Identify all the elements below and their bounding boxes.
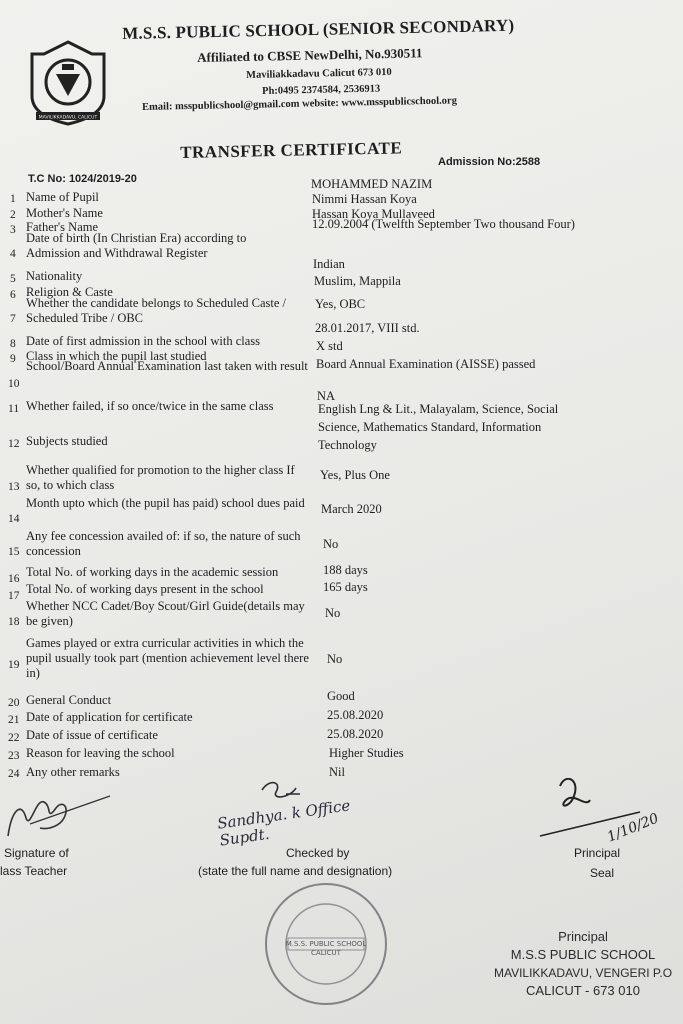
field-label: Date of first admission in the school with class [26, 334, 260, 348]
row-number: 21 [8, 714, 20, 726]
certificate-title: TRANSFER CERTIFICATE [180, 138, 403, 162]
field-value: Nil [329, 765, 345, 779]
field-value: 25.08.2020 [327, 708, 384, 722]
field-label: Total No. of working days in the academic session [26, 565, 279, 579]
field-label: Nationality [26, 269, 83, 283]
row-number: 24 [8, 768, 20, 780]
field-label: Any other remarks [26, 765, 120, 779]
field-value: Board Annual Examination (AISSE) passed [316, 357, 536, 371]
class-teacher-label-1: Signature of [4, 846, 69, 860]
field-value: Nimmi Hassan Koya [312, 192, 417, 206]
row-number: 17 [8, 590, 20, 602]
field-value: No [323, 537, 339, 551]
field-label: Religion & Caste [26, 285, 113, 299]
field-label: Class in which the pupil last studied [26, 349, 207, 363]
school-name: M.S.S. PUBLIC SCHOOL (SENIOR SECONDARY) [122, 15, 515, 43]
field-label: School/Board Annual Examination last taken with result [26, 359, 308, 373]
field-label: Month upto which (the pupil has paid) school dues paid [26, 496, 305, 510]
field-value: 12.09.2004 (Twelfth September Two thousand Four) [312, 217, 575, 231]
field-label: Games played or extra curricular activities in which the pupil usually took part (mention achievement level there in) [26, 636, 309, 680]
address: Maviliakkadavu Calicut 673 010 [246, 66, 392, 81]
field-label: Name of Pupil [26, 190, 99, 204]
field-value: 25.08.2020 [327, 727, 384, 741]
field-value: 28.01.2017, VIII std. [315, 321, 420, 335]
row-number: 20 [8, 697, 20, 709]
field-label: Whether qualified for promotion to the higher class If so, to which class [26, 463, 295, 492]
checked-by-label: Checked by [286, 846, 350, 860]
field-label: Whether NCC Cadet/Boy Scout/Girl Guide(details may be given) [26, 599, 305, 628]
field-value: MOHAMMED NAZIM [311, 177, 433, 191]
field-label: Date of birth (In Christian Era) according to Admission and Withdrawal Register [26, 231, 247, 260]
row-number: 12 [8, 438, 20, 450]
field-label: Date of application for certificate [26, 710, 193, 724]
admission-number: Admission No:2588 [438, 156, 541, 168]
field-value: Indian [313, 257, 345, 271]
field-label: General Conduct [26, 693, 112, 707]
field-label: Subjects studied [26, 434, 108, 448]
field-value: X std [316, 339, 343, 353]
row-number: 15 [8, 546, 20, 558]
row-number: 19 [8, 659, 20, 671]
field-label: Total No. of working days present in the school [26, 582, 264, 596]
row-number: 6 [10, 289, 16, 301]
field-label: Reason for leaving the school [26, 746, 175, 760]
field-value: 188 days [323, 563, 368, 577]
field-label: Mother's Name [26, 206, 103, 220]
field-value: Higher Studies [329, 746, 404, 760]
stamp-line-2: M.S.S PUBLIC SCHOOL [510, 947, 656, 962]
row-number: 13 [8, 481, 20, 493]
row-number: 5 [10, 273, 16, 285]
row-number: 22 [8, 732, 20, 744]
row-number: 3 [10, 224, 16, 236]
row-number: 7 [10, 313, 16, 325]
email-website: Email: msspublicshool@gmail.com website: www.msspublicschool.org [142, 95, 458, 113]
field-value: NA [317, 389, 336, 403]
handwritten-note: Sandhya. k Office Supdt. [216, 796, 352, 850]
row-number: 8 [10, 338, 16, 350]
principal-date: 1/10/20 [604, 810, 662, 846]
row-number: 1 [10, 193, 16, 205]
field-value: Hassan Koya Mullaveed [312, 207, 435, 221]
stamp-line-3: MAVILIKKADAVU, VENGERI P.O [493, 966, 673, 980]
field-value: Good [327, 689, 355, 703]
phone: Ph:0495 2374584, 2536913 [262, 83, 381, 97]
row-number: 4 [10, 248, 16, 260]
field-value: No [327, 652, 343, 666]
checked-by-note: (state the full name and designation) [198, 864, 393, 878]
class-teacher-label-2: lass Teacher [0, 864, 68, 878]
school-seal [262, 880, 390, 1008]
principal-label: Principal [574, 846, 621, 860]
tc-number: T.C No: 1024/2019-20 [28, 173, 137, 185]
seal-text: M.S.S. PUBLIC SCHOOL CALICUT [285, 940, 367, 957]
field-value: March 2020 [321, 502, 382, 516]
field-value: Muslim, Mappila [314, 274, 401, 288]
affiliation: Affiliated to CBSE NewDelhi, No.930511 [197, 45, 423, 65]
row-number: 11 [8, 403, 20, 415]
stamp-line-4: CALICUT - 673 010 [526, 983, 640, 998]
field-label: Any fee concession availed of: if so, the nature of such concession [26, 529, 301, 558]
field-label: Whether failed, if so once/twice in the same class [26, 399, 274, 413]
row-number: 14 [8, 513, 20, 525]
row-number: 2 [10, 209, 16, 221]
row-number: 23 [8, 750, 20, 762]
field-value: Yes, Plus One [320, 468, 390, 482]
school-logo-icon [28, 38, 108, 126]
row-number: 16 [8, 573, 20, 585]
row-number: 10 [8, 378, 20, 390]
field-value: No [325, 606, 341, 620]
field-label: Whether the candidate belongs to Scheduled Caste / Scheduled Tribe / OBC [26, 296, 286, 325]
field-value: Yes, OBC [315, 297, 366, 311]
seal-label: Seal [590, 866, 615, 880]
field-value: 165 days [323, 580, 368, 594]
row-number: 9 [10, 353, 16, 365]
field-label: Father's Name [26, 220, 99, 234]
principal-stamp [488, 928, 678, 1000]
field-value: English Lng & Lit., Malayalam, Science, Social Science, Mathematics Standard, Information Technology [318, 402, 559, 452]
logo-caption: MAVILIKKADAVU, CALICUT [38, 115, 98, 121]
field-label: Date of issue of certificate [26, 728, 158, 742]
row-number: 18 [8, 616, 20, 628]
stamp-line-1: Principal [558, 929, 608, 944]
